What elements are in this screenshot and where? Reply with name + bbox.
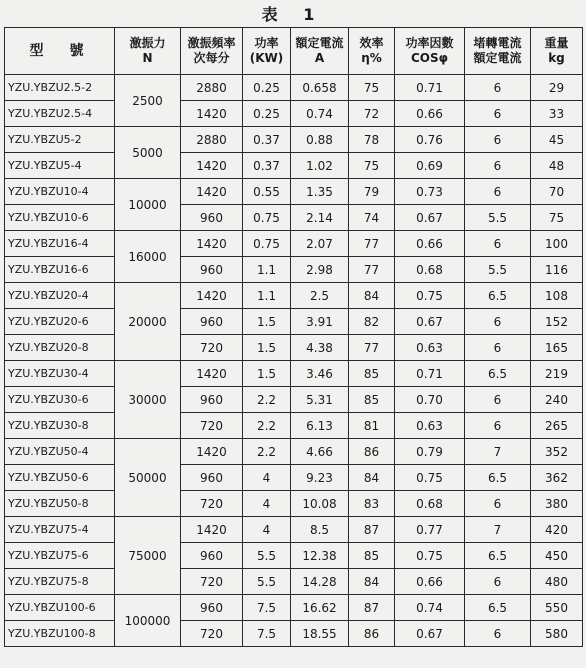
cell-power-factor: 0.71 — [395, 75, 465, 101]
cell-power: 0.75 — [243, 231, 291, 257]
cell-weight: 108 — [531, 283, 583, 309]
header-model: 型 號 — [5, 28, 115, 75]
cell-efficiency: 87 — [349, 595, 395, 621]
cell-frequency: 1420 — [181, 517, 243, 543]
cell-rated-current: 14.28 — [291, 569, 349, 595]
cell-efficiency: 82 — [349, 309, 395, 335]
header-rated-current: 額定電流 A — [291, 28, 349, 75]
header-row — [5, 28, 583, 75]
cell-frequency: 1420 — [181, 153, 243, 179]
cell-rated-current: 4.38 — [291, 335, 349, 361]
cell-model: YZU.YBZU10-6 — [5, 205, 115, 231]
table-row — [5, 517, 583, 543]
table-row — [5, 491, 583, 517]
cell-power: 1.1 — [243, 257, 291, 283]
cell-efficiency: 84 — [349, 465, 395, 491]
cell-power-factor: 0.68 — [395, 257, 465, 283]
cell-power-factor: 0.66 — [395, 101, 465, 127]
cell-exciting-force: 20000 — [115, 283, 181, 361]
cell-weight: 352 — [531, 439, 583, 465]
cell-model: YZU.YBZU50-4 — [5, 439, 115, 465]
cell-frequency: 1420 — [181, 361, 243, 387]
cell-model: YZU.YBZU75-8 — [5, 569, 115, 595]
table-row — [5, 101, 583, 127]
cell-frequency: 960 — [181, 205, 243, 231]
cell-efficiency: 85 — [349, 361, 395, 387]
cell-rated-current: 3.46 — [291, 361, 349, 387]
cell-efficiency: 74 — [349, 205, 395, 231]
cell-model: YZU.YBZU10-4 — [5, 179, 115, 205]
cell-power: 7.5 — [243, 621, 291, 647]
cell-power-factor: 0.66 — [395, 231, 465, 257]
table-row — [5, 127, 583, 153]
cell-weight: 380 — [531, 491, 583, 517]
cell-exciting-force: 50000 — [115, 439, 181, 517]
cell-frequency: 1420 — [181, 101, 243, 127]
cell-frequency: 1420 — [181, 179, 243, 205]
cell-power-factor: 0.63 — [395, 413, 465, 439]
cell-rated-current: 16.62 — [291, 595, 349, 621]
cell-efficiency: 77 — [349, 257, 395, 283]
cell-rated-current: 0.88 — [291, 127, 349, 153]
cell-power-factor: 0.67 — [395, 621, 465, 647]
cell-weight: 265 — [531, 413, 583, 439]
cell-power-factor: 0.66 — [395, 569, 465, 595]
cell-exciting-force: 10000 — [115, 179, 181, 231]
cell-weight: 152 — [531, 309, 583, 335]
cell-efficiency: 75 — [349, 75, 395, 101]
cell-efficiency: 83 — [349, 491, 395, 517]
cell-power: 0.25 — [243, 101, 291, 127]
cell-efficiency: 81 — [349, 413, 395, 439]
cell-rated-current: 10.08 — [291, 491, 349, 517]
cell-power: 4 — [243, 491, 291, 517]
cell-frequency: 1420 — [181, 231, 243, 257]
cell-rated-current: 6.13 — [291, 413, 349, 439]
cell-power-factor: 0.76 — [395, 127, 465, 153]
cell-locked-rotor-ratio: 5.5 — [465, 205, 531, 231]
cell-power-factor: 0.70 — [395, 387, 465, 413]
cell-frequency: 720 — [181, 621, 243, 647]
cell-power-factor: 0.75 — [395, 465, 465, 491]
motor-spec-table — [4, 27, 583, 647]
cell-weight: 420 — [531, 517, 583, 543]
cell-weight: 165 — [531, 335, 583, 361]
cell-weight: 75 — [531, 205, 583, 231]
cell-power: 1.5 — [243, 335, 291, 361]
table-caption: 表 1 — [261, 5, 325, 24]
cell-exciting-force: 16000 — [115, 231, 181, 283]
cell-locked-rotor-ratio: 6 — [465, 153, 531, 179]
cell-locked-rotor-ratio: 6.5 — [465, 465, 531, 491]
cell-exciting-force: 2500 — [115, 75, 181, 127]
cell-power: 5.5 — [243, 543, 291, 569]
cell-rated-current: 8.5 — [291, 517, 349, 543]
cell-weight: 480 — [531, 569, 583, 595]
header-vibration-frequency: 激振頻率 次每分 — [181, 28, 243, 75]
table-body — [5, 75, 583, 647]
cell-model: YZU.YBZU50-8 — [5, 491, 115, 517]
cell-rated-current: 2.98 — [291, 257, 349, 283]
cell-locked-rotor-ratio: 6.5 — [465, 543, 531, 569]
cell-power-factor: 0.63 — [395, 335, 465, 361]
cell-locked-rotor-ratio: 6.5 — [465, 283, 531, 309]
cell-efficiency: 78 — [349, 127, 395, 153]
cell-locked-rotor-ratio: 6 — [465, 569, 531, 595]
cell-rated-current: 2.07 — [291, 231, 349, 257]
header-weight: 重量 kg — [531, 28, 583, 75]
cell-exciting-force: 5000 — [115, 127, 181, 179]
cell-weight: 362 — [531, 465, 583, 491]
cell-weight: 29 — [531, 75, 583, 101]
cell-weight: 580 — [531, 621, 583, 647]
cell-frequency: 960 — [181, 595, 243, 621]
cell-power: 0.25 — [243, 75, 291, 101]
table-row — [5, 439, 583, 465]
cell-efficiency: 86 — [349, 439, 395, 465]
table-row — [5, 621, 583, 647]
cell-efficiency: 85 — [349, 387, 395, 413]
cell-weight: 550 — [531, 595, 583, 621]
cell-power: 4 — [243, 465, 291, 491]
cell-power-factor: 0.79 — [395, 439, 465, 465]
cell-frequency: 960 — [181, 309, 243, 335]
cell-weight: 45 — [531, 127, 583, 153]
cell-exciting-force: 30000 — [115, 361, 181, 439]
cell-frequency: 960 — [181, 543, 243, 569]
cell-frequency: 960 — [181, 257, 243, 283]
cell-rated-current: 0.74 — [291, 101, 349, 127]
cell-frequency: 720 — [181, 335, 243, 361]
cell-exciting-force: 75000 — [115, 517, 181, 595]
cell-rated-current: 18.55 — [291, 621, 349, 647]
cell-rated-current: 2.14 — [291, 205, 349, 231]
cell-model: YZU.YBZU20-6 — [5, 309, 115, 335]
cell-rated-current: 5.31 — [291, 387, 349, 413]
cell-power-factor: 0.71 — [395, 361, 465, 387]
cell-frequency: 2880 — [181, 127, 243, 153]
cell-power: 2.2 — [243, 387, 291, 413]
cell-frequency: 1420 — [181, 439, 243, 465]
cell-power-factor: 0.73 — [395, 179, 465, 205]
cell-model: YZU.YBZU16-4 — [5, 231, 115, 257]
table-row — [5, 231, 583, 257]
table-row — [5, 283, 583, 309]
cell-weight: 450 — [531, 543, 583, 569]
cell-power: 5.5 — [243, 569, 291, 595]
table-row — [5, 153, 583, 179]
cell-frequency: 960 — [181, 387, 243, 413]
cell-efficiency: 75 — [349, 153, 395, 179]
cell-exciting-force: 100000 — [115, 595, 181, 647]
cell-frequency: 960 — [181, 465, 243, 491]
header-exciting-force: 激振力 N — [115, 28, 181, 75]
cell-locked-rotor-ratio: 6 — [465, 413, 531, 439]
cell-model: YZU.YBZU50-6 — [5, 465, 115, 491]
cell-power: 0.75 — [243, 205, 291, 231]
cell-efficiency: 86 — [349, 621, 395, 647]
cell-rated-current: 4.66 — [291, 439, 349, 465]
cell-weight: 219 — [531, 361, 583, 387]
table-row — [5, 205, 583, 231]
table-row — [5, 413, 583, 439]
cell-model: YZU.YBZU16-6 — [5, 257, 115, 283]
cell-locked-rotor-ratio: 6 — [465, 75, 531, 101]
cell-efficiency: 87 — [349, 517, 395, 543]
cell-efficiency: 84 — [349, 569, 395, 595]
cell-power: 1.1 — [243, 283, 291, 309]
cell-power-factor: 0.77 — [395, 517, 465, 543]
cell-power-factor: 0.69 — [395, 153, 465, 179]
table-row — [5, 595, 583, 621]
header-power: 功率 (KW) — [243, 28, 291, 75]
cell-model: YZU.YBZU5-2 — [5, 127, 115, 153]
cell-model: YZU.YBZU75-4 — [5, 517, 115, 543]
cell-power: 0.55 — [243, 179, 291, 205]
cell-locked-rotor-ratio: 6 — [465, 335, 531, 361]
cell-efficiency: 72 — [349, 101, 395, 127]
cell-locked-rotor-ratio: 6 — [465, 309, 531, 335]
cell-power-factor: 0.75 — [395, 543, 465, 569]
cell-locked-rotor-ratio: 6 — [465, 387, 531, 413]
cell-power: 0.37 — [243, 127, 291, 153]
table-row — [5, 361, 583, 387]
cell-efficiency: 85 — [349, 543, 395, 569]
table-row — [5, 75, 583, 101]
cell-model: YZU.YBZU75-6 — [5, 543, 115, 569]
cell-model: YZU.YBZU100-6 — [5, 595, 115, 621]
cell-frequency: 720 — [181, 569, 243, 595]
cell-frequency: 1420 — [181, 283, 243, 309]
cell-locked-rotor-ratio: 6 — [465, 491, 531, 517]
cell-model: YZU.YBZU2.5-2 — [5, 75, 115, 101]
cell-model: YZU.YBZU20-8 — [5, 335, 115, 361]
header-power-factor: 功率因數 COSφ — [395, 28, 465, 75]
cell-power-factor: 0.67 — [395, 309, 465, 335]
table-row — [5, 465, 583, 491]
cell-model: YZU.YBZU2.5-4 — [5, 101, 115, 127]
cell-power: 7.5 — [243, 595, 291, 621]
cell-weight: 116 — [531, 257, 583, 283]
cell-power: 0.37 — [243, 153, 291, 179]
cell-rated-current: 1.02 — [291, 153, 349, 179]
cell-rated-current: 2.5 — [291, 283, 349, 309]
cell-efficiency: 77 — [349, 335, 395, 361]
cell-model: YZU.YBZU5-4 — [5, 153, 115, 179]
table-row — [5, 543, 583, 569]
cell-rated-current: 9.23 — [291, 465, 349, 491]
cell-rated-current: 1.35 — [291, 179, 349, 205]
cell-power: 4 — [243, 517, 291, 543]
cell-weight: 48 — [531, 153, 583, 179]
cell-power-factor: 0.68 — [395, 491, 465, 517]
table-row — [5, 335, 583, 361]
cell-weight: 100 — [531, 231, 583, 257]
cell-efficiency: 77 — [349, 231, 395, 257]
cell-frequency: 720 — [181, 413, 243, 439]
cell-model: YZU.YBZU30-6 — [5, 387, 115, 413]
cell-model: YZU.YBZU30-4 — [5, 361, 115, 387]
cell-power: 1.5 — [243, 309, 291, 335]
cell-locked-rotor-ratio: 6 — [465, 621, 531, 647]
cell-weight: 70 — [531, 179, 583, 205]
cell-locked-rotor-ratio: 6.5 — [465, 595, 531, 621]
cell-locked-rotor-ratio: 6 — [465, 231, 531, 257]
cell-power-factor: 0.67 — [395, 205, 465, 231]
table-row — [5, 569, 583, 595]
cell-rated-current: 12.38 — [291, 543, 349, 569]
table-row — [5, 257, 583, 283]
cell-locked-rotor-ratio: 6 — [465, 101, 531, 127]
table-row — [5, 179, 583, 205]
cell-locked-rotor-ratio: 6 — [465, 179, 531, 205]
header-efficiency: 效率 η% — [349, 28, 395, 75]
cell-power-factor: 0.75 — [395, 283, 465, 309]
cell-model: YZU.YBZU100-8 — [5, 621, 115, 647]
cell-power: 2.2 — [243, 413, 291, 439]
cell-frequency: 720 — [181, 491, 243, 517]
cell-locked-rotor-ratio: 6.5 — [465, 361, 531, 387]
table-row — [5, 387, 583, 413]
cell-power-factor: 0.74 — [395, 595, 465, 621]
cell-power: 2.2 — [243, 439, 291, 465]
cell-power: 1.5 — [243, 361, 291, 387]
cell-weight: 33 — [531, 101, 583, 127]
cell-efficiency: 84 — [349, 283, 395, 309]
cell-locked-rotor-ratio: 5.5 — [465, 257, 531, 283]
cell-weight: 240 — [531, 387, 583, 413]
header-locked-rotor-ratio: 堵轉電流 額定電流 — [465, 28, 531, 75]
cell-locked-rotor-ratio: 7 — [465, 439, 531, 465]
cell-model: YZU.YBZU20-4 — [5, 283, 115, 309]
cell-rated-current: 0.658 — [291, 75, 349, 101]
cell-rated-current: 3.91 — [291, 309, 349, 335]
cell-frequency: 2880 — [181, 75, 243, 101]
cell-locked-rotor-ratio: 6 — [465, 127, 531, 153]
cell-efficiency: 79 — [349, 179, 395, 205]
cell-locked-rotor-ratio: 7 — [465, 517, 531, 543]
table-row — [5, 309, 583, 335]
cell-model: YZU.YBZU30-8 — [5, 413, 115, 439]
